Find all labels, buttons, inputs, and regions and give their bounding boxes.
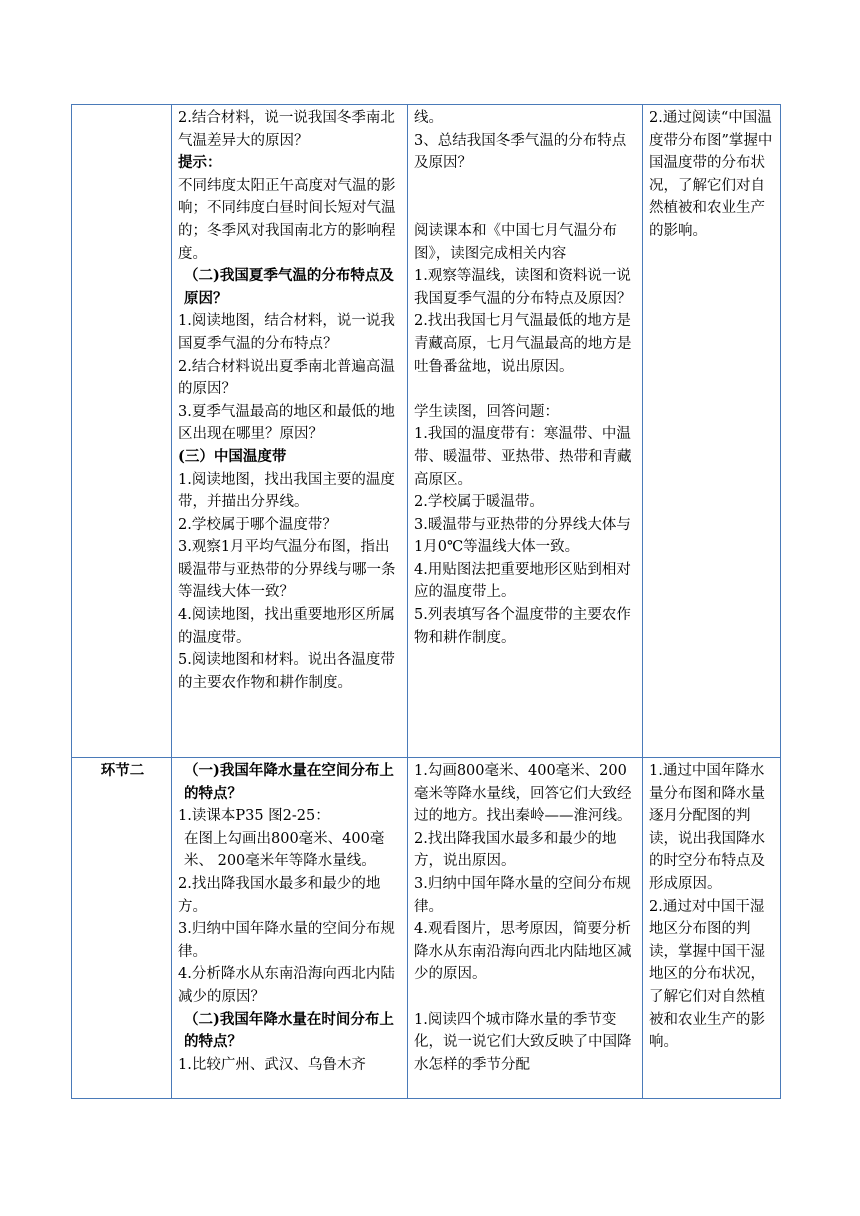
paragraph: 2.找出我国七月气温最低的地方是青藏高原，七月气温最高的地方是吐鲁番盆地，说出原因。 xyxy=(414,313,632,375)
paragraph: 4.分析降水从东南沿海向西北内陆减少的原因？ xyxy=(178,966,395,1005)
paragraph: 4.用贴图法把重要地形区贴到相对应的温度带上。 xyxy=(414,561,631,601)
section-heading: （一)我国年降水量在空间分布上的特点？ xyxy=(184,762,394,802)
table-row xyxy=(72,105,781,758)
section-heading: （二)我国年降水量在时间分布上的特点？ xyxy=(184,1010,394,1051)
paragraph: 1.阅读地图，结合材料，说一说我国夏季气温的分布特点？ xyxy=(178,313,395,352)
paragraph: 1.比较广州、武汉、乌鲁木齐 xyxy=(178,1056,366,1073)
paragraph: 2.结合材料，说一说我国冬季南北气温差异大的原因？ xyxy=(178,110,395,149)
blank-line xyxy=(414,175,638,198)
student-activity-cell xyxy=(408,105,643,758)
paragraph: 在图上勾画出800毫米、400毫米、 200毫米年等降水量线。 xyxy=(184,830,385,870)
paragraph: 1.观察等温线，读图和资料说一说我国夏季气温的分布特点及原因？ xyxy=(414,268,632,307)
table-row xyxy=(72,758,781,1099)
cell-content xyxy=(178,107,403,694)
paragraph: 3.观察1月平均气温分布图，指出暖温带与亚热带的分界线与哪一条等温线大体一致？ xyxy=(178,539,396,601)
paragraph: 阅读课本和《中国七月气温分布图》，读图完成相关内容 xyxy=(414,222,617,262)
paragraph: 不同纬度太阳正午高度对气温的影响；不同纬度白昼时间长短对气温的；冬季风对我国南北方的影响程度。 xyxy=(178,177,396,262)
section-heading: （二)我国夏季气温的分布特点及原因？ xyxy=(184,267,394,307)
paragraph: 1.通过中国年降水量分布图和降水量逐月分配图的判读，说出我国降水的时空分布特点及形成原因。 xyxy=(649,763,765,892)
paragraph: 3.夏季气温最高的地区和最低的地区出现在哪里？原因？ xyxy=(178,403,395,443)
cell-content xyxy=(649,760,776,1054)
student-activity-cell xyxy=(408,758,643,1099)
blank-line xyxy=(414,378,638,401)
paragraph: 3.归纳中国年降水量的空间分布规律。 xyxy=(178,921,395,960)
paragraph: 1.勾画800毫米、400毫米、200毫米等降水量线，回答它们大致经过的地方。找出秦岭——淮河线。 xyxy=(414,763,632,825)
stage-cell: 环节二 xyxy=(72,758,172,1099)
paragraph: 2.结合材料说出夏季南北普遍高温的原因？ xyxy=(178,358,395,398)
blank-line xyxy=(414,986,638,1009)
paragraph: 2.通过对中国干湿地区分布图的判读，掌握中国干湿地区的分布状况，了解它们对自然植被和农业生产的影响。 xyxy=(649,898,765,1051)
paragraph: 3.归纳中国年降水量的空间分布规律。 xyxy=(414,875,631,915)
paragraph: 线。 xyxy=(414,110,443,126)
paragraph: 2.找出降我国水最多和最少的地方。 xyxy=(178,875,381,915)
paragraph: 1.我国的温度带有：寒温带、中温带、暖温带、亚热带、热带和青藏高原区。 xyxy=(414,426,632,488)
design-intent-cell xyxy=(643,758,781,1099)
design-intent-cell xyxy=(643,105,781,758)
paragraph: 5.列表填写各个温度带的主要农作物和耕作制度。 xyxy=(414,607,631,646)
teacher-activity-cell xyxy=(172,758,408,1099)
section-heading: (三）中国温度带 xyxy=(178,447,287,465)
paragraph: 1.读课本P35 图2-25： xyxy=(178,808,330,825)
teacher-activity-cell xyxy=(172,105,408,758)
paragraph: 1.阅读地图，找出我国主要的温度带，并描出分界线。 xyxy=(178,471,395,511)
paragraph: 1.阅读四个城市降水量的季节变化，说一说它们大致反映了中国降水怎样的季节分配 xyxy=(414,1011,632,1073)
section-heading: 提示： xyxy=(178,154,222,172)
paragraph: 4.观看图片，思考原因，简要分析降水从东南沿海向西北内陆地区减少的原因。 xyxy=(414,921,632,983)
blank-line xyxy=(414,197,638,220)
paragraph: 2.学校属于哪个温度带？ xyxy=(178,516,337,533)
stage-cell xyxy=(72,105,172,758)
cell-content xyxy=(414,760,638,1076)
paragraph: 3、总结我国冬季气温的分布特点及原因？ xyxy=(414,132,627,172)
paragraph: 4.阅读地图，找出重要地形区所属的温度带。 xyxy=(178,607,395,646)
paragraph: 2.找出降我国水最多和最少的地方，说出原因。 xyxy=(414,830,617,870)
paragraph: 学生读图，回答问题： xyxy=(414,403,559,420)
cell-content xyxy=(414,107,638,649)
lesson-plan-table xyxy=(71,104,781,1099)
cell-content xyxy=(649,107,776,243)
paragraph: 2.通过阅读“中国温度带分布图”掌握中国温度带的分布状况，了解它们对自然植被和农业生产的影响。 xyxy=(649,110,773,239)
cell-content xyxy=(178,760,403,1076)
paragraph: 3.暖温带与亚热带的分界线大体与1月0℃等温线大体一致。 xyxy=(414,516,631,556)
paragraph: 5.阅读地图和材料。说出各温度带的主要农作物和耕作制度。 xyxy=(178,652,395,691)
paragraph: 2.学校属于暖温带。 xyxy=(414,494,544,511)
